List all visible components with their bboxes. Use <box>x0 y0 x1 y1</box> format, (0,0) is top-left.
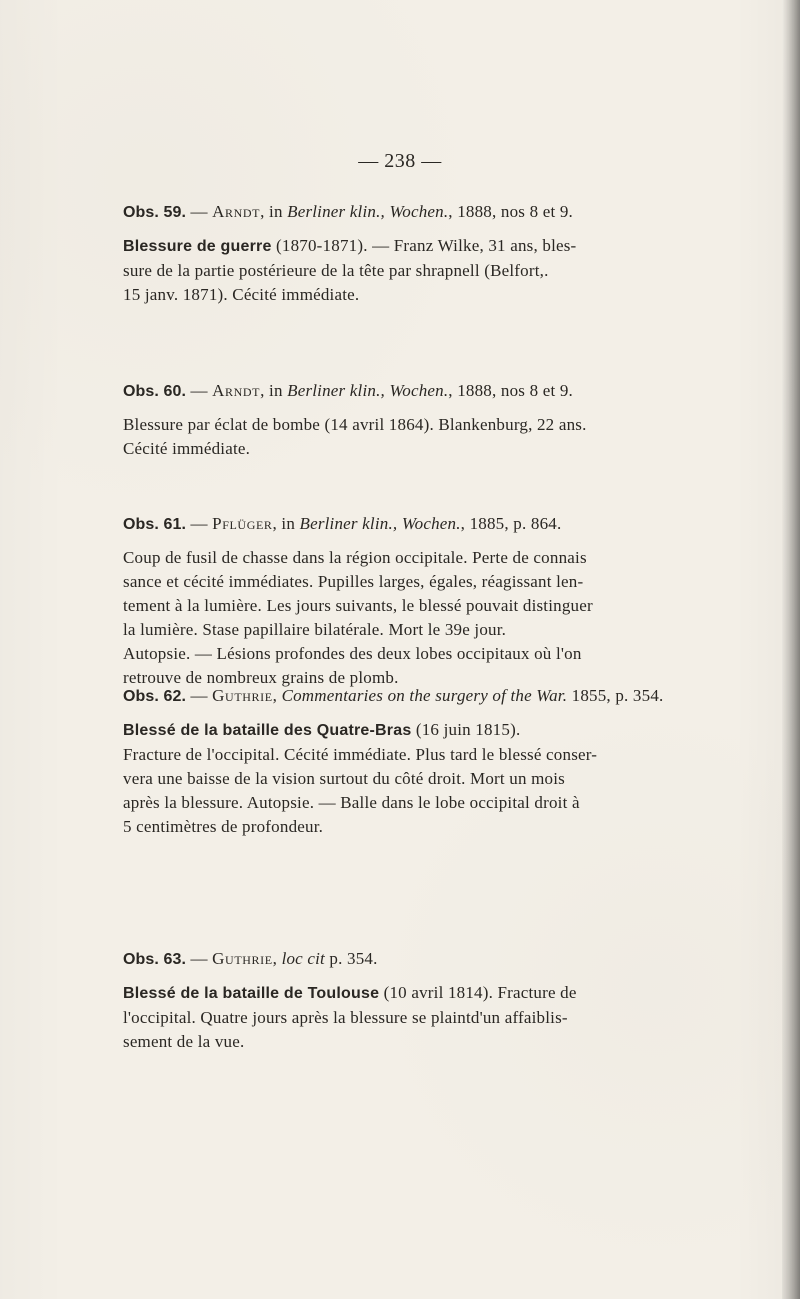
body-line: 15 janv. 1871). Cécité immédiate. <box>123 285 360 304</box>
observation-59 <box>123 200 683 307</box>
body-line: sance et cécité immédiates. Pupilles larges, égales, réagissant len- <box>123 572 584 591</box>
citation-details: , 1888, nos 8 et 9. <box>448 202 573 221</box>
body-line: Blessure par éclat de bombe (14 avril 1864). Blankenburg, 22 ans. <box>123 415 587 434</box>
journal-title: loc cit <box>281 949 325 968</box>
page-edge-shadow <box>782 0 800 1299</box>
author-name: Guthrie <box>212 949 273 968</box>
observation-60 <box>123 379 683 461</box>
citation-separator: — <box>186 514 213 533</box>
observation-heading <box>123 379 683 404</box>
author-name: Pflüger <box>212 514 273 533</box>
body-line <box>123 234 683 259</box>
observation-headline: Blessé de la bataille de Toulouse <box>123 985 380 1002</box>
observation-label: Obs. 59. <box>123 204 187 221</box>
observation-body <box>123 413 683 461</box>
journal-title: Berliner klin., Wochen. <box>299 514 461 533</box>
citation-separator: — <box>186 686 213 705</box>
observation-heading <box>123 200 683 225</box>
observation-headline: Blessé de la bataille des Quatre-Bras <box>123 722 412 739</box>
citation-details: 1855, p. 354. <box>567 686 664 705</box>
observation-label: Obs. 62. <box>123 688 187 705</box>
body-line: Autopsie. — Lésions profondes des deux lobes occipitaux où l'on <box>123 644 582 663</box>
citation-separator: — <box>186 202 213 221</box>
author-name: Arndt <box>212 202 261 221</box>
citation-mid: , in <box>272 514 300 533</box>
body-line-text: (16 juin 1815). <box>415 720 521 739</box>
observation-body <box>123 546 683 690</box>
body-line: l'occipital. Quatre jours après la blessure se plaintd'un affaiblis- <box>123 1008 568 1027</box>
body-line: retrouve de nombreux grains de plomb. <box>123 668 399 687</box>
observation-61 <box>123 512 683 690</box>
body-line-text: (1870-1871). — Franz Wilke, 31 ans, bles- <box>276 236 577 255</box>
observation-62 <box>123 684 683 839</box>
citation-mid: , <box>272 949 282 968</box>
author-name: Guthrie <box>212 686 273 705</box>
citation-details: p. 354. <box>324 949 378 968</box>
journal-title: Berliner klin., Wochen. <box>287 381 449 400</box>
body-line: sement de la vue. <box>123 1032 245 1051</box>
observation-body <box>123 981 683 1054</box>
author-name: Arndt <box>212 381 261 400</box>
body-line: 5 centimètres de profondeur. <box>123 817 324 836</box>
observation-label: Obs. 61. <box>123 516 187 533</box>
body-line <box>123 718 683 743</box>
citation-details: , 1885, p. 864. <box>460 514 562 533</box>
body-line: Cécité immédiate. <box>123 439 251 458</box>
observation-body <box>123 234 683 307</box>
citation-mid: , <box>272 686 282 705</box>
citation-separator: — <box>186 381 213 400</box>
citation-details: , 1888, nos 8 et 9. <box>448 381 573 400</box>
observation-label: Obs. 63. <box>123 951 187 968</box>
citation-mid: , in <box>260 202 288 221</box>
journal-title: Berliner klin., Wochen. <box>287 202 449 221</box>
observation-63 <box>123 947 683 1054</box>
observation-label: Obs. 60. <box>123 383 187 400</box>
observation-heading <box>123 512 683 537</box>
body-line: la lumière. Stase papillaire bilatérale. Mort le 39e jour. <box>123 620 507 639</box>
observation-headline: Blessure de guerre <box>123 238 272 255</box>
body-line: vera une baisse de la vision surtout du côté droit. Mort un mois <box>123 769 565 788</box>
body-line: après la blessure. Autopsie. — Balle dans le lobe occipital droit à <box>123 793 580 812</box>
body-line-text: (10 avril 1814). Fracture de <box>383 983 577 1002</box>
body-line: Coup de fusil de chasse dans la région occipitale. Perte de connais <box>123 548 587 567</box>
observation-heading <box>123 684 683 709</box>
body-line: Fracture de l'occipital. Cécité immédiate. Plus tard le blessé conser- <box>123 745 598 764</box>
body-line: tement à la lumière. Les jours suivants, le blessé pouvait distinguer <box>123 596 593 615</box>
citation-separator: — <box>186 949 213 968</box>
body-line <box>123 981 683 1006</box>
page-number: — 238 — <box>358 150 442 172</box>
journal-title: Commentaries on the surgery of the War. <box>281 686 568 705</box>
observation-body <box>123 718 683 839</box>
citation-mid: , in <box>260 381 288 400</box>
body-line: sure de la partie postérieure de la tête par shrapnell (Belfort,. <box>123 261 549 280</box>
observation-heading <box>123 947 683 972</box>
